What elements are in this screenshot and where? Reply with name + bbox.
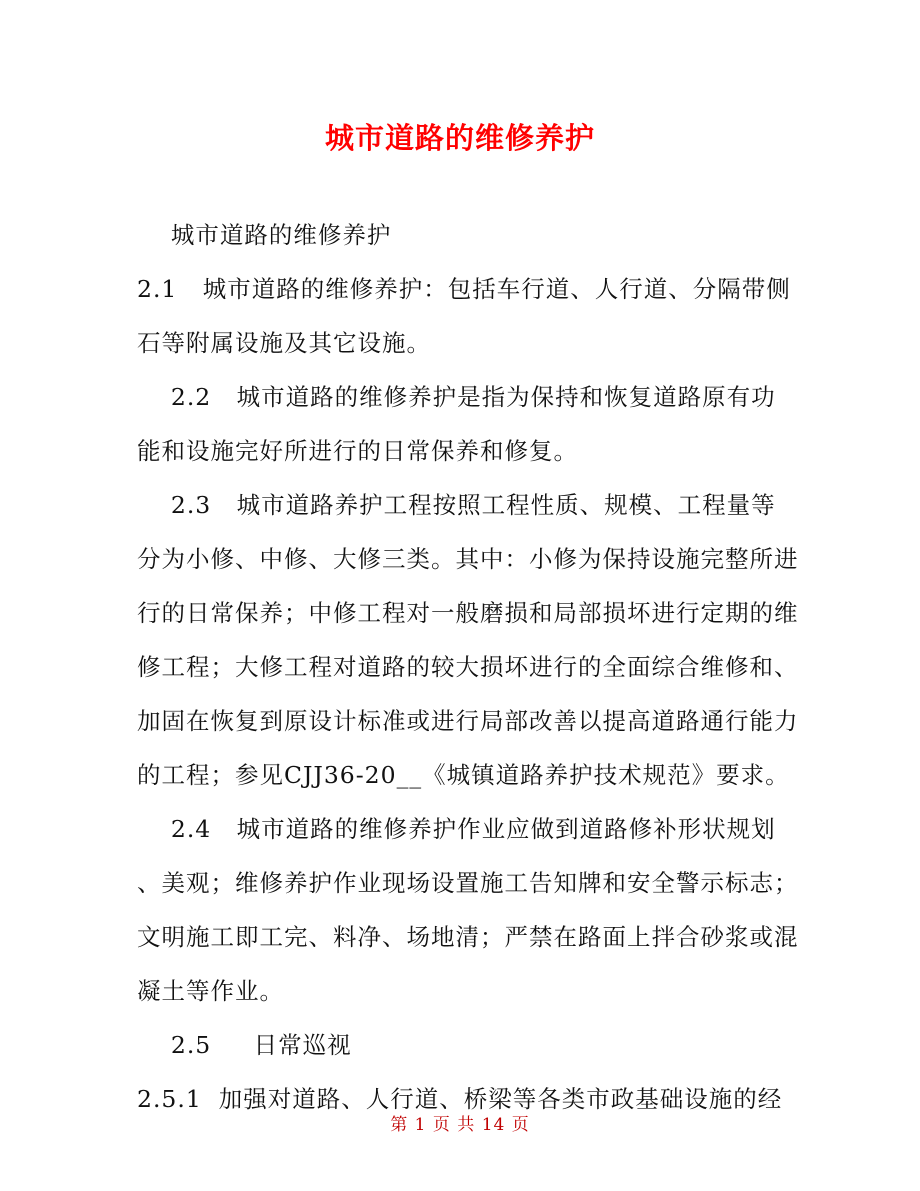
document-body: [137, 208, 799, 1126]
body-line: 、美观；维修养护作业现场设置施工告知牌和安全警示标志；: [137, 869, 799, 897]
body-line: 2.5 日常巡视: [137, 1031, 352, 1059]
body-line: 能和设施完好所进行的日常保养和修复。: [137, 437, 578, 465]
body-line: 城市道路的维修养护: [137, 221, 392, 249]
body-line: 分为小修、中修、大修三类。其中：小修为保持设施完整所进: [137, 545, 799, 573]
body-line: 2.1 城市道路的维修养护：包括车行道、人行道、分隔带侧: [137, 275, 791, 303]
document-title: 城市道路的维修养护: [324, 121, 595, 155]
page-number-footer: 第 1 页 共 14 页: [390, 1115, 530, 1135]
body-line: 凝土等作业。: [137, 977, 284, 1005]
body-line: 文明施工即工完、料净、场地清；严禁在路面上拌合砂浆或混: [137, 923, 799, 951]
body-line: 2.5.1 加强对道路、人行道、桥梁等各类市政基础设施的经: [137, 1085, 783, 1113]
body-line: 2.2 城市道路的维修养护是指为保持和恢复道路原有功: [137, 383, 776, 411]
body-line: 2.4 城市道路的维修养护作业应做到道路修补形状规划: [137, 815, 776, 843]
body-line: 加固在恢复到原设计标准或进行局部改善以提高道路通行能力: [137, 707, 799, 735]
body-line: 行的日常保养；中修工程对一般磨损和局部损坏进行定期的维: [137, 599, 799, 627]
body-line: 2.3 城市道路养护工程按照工程性质、规模、工程量等: [137, 491, 776, 519]
body-line: 石等附属设施及其它设施。: [137, 329, 431, 357]
body-line: 修工程；大修工程对道路的较大损坏进行的全面综合维修和、: [137, 653, 799, 681]
body-line: 的工程；参见CJJ36-20__《城镇道路养护技术规范》要求。: [137, 761, 790, 789]
